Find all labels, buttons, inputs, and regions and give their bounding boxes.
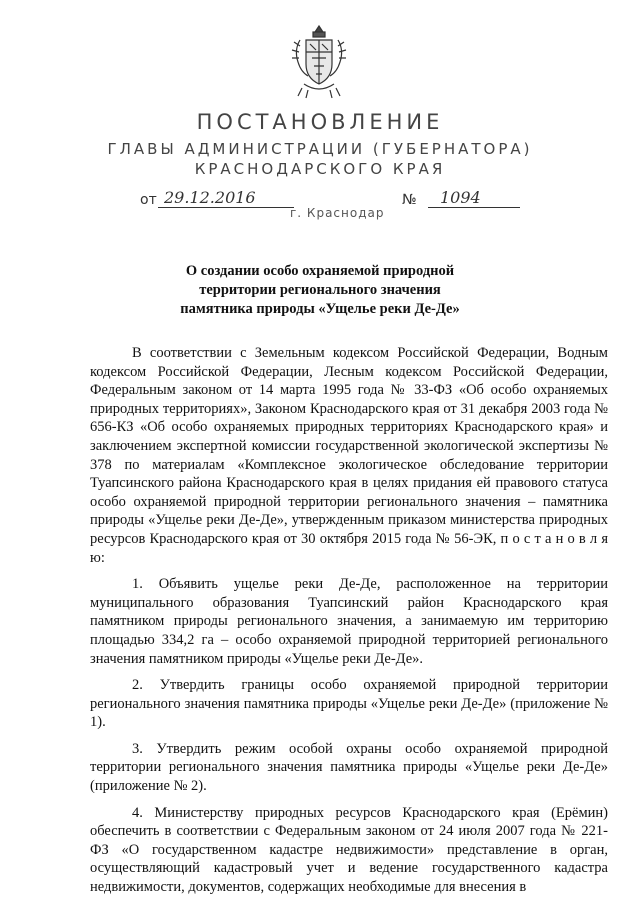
clause-4: 4. Министерству природных ресурсов Краснодарского края (Ерёмин) обеспечить в соответствии с Федеральным законом от 24 июля 2007 года № 221-ФЗ «О государственном кадастре недвижимости» представление в орган, осуществляющий кадастровый учет и ведение государственного кадастра недвижимости, документов, содержащих необходимые для внесения в (90, 804, 608, 896)
title-line-2: территории регионального значения (199, 282, 441, 298)
document-date: 29.12.2016 (158, 188, 294, 208)
coat-of-arms-emblem (286, 22, 352, 102)
region-heading: КРАСНОДАРСКОГО КРАЯ (194, 160, 446, 178)
document-number: 1094 (428, 188, 520, 208)
number-label: № (402, 192, 417, 208)
city-name: г. Краснодар (290, 206, 385, 220)
clause-3: 3. Утвердить режим особой охраны особо охраняемой природной территории регионального значения памятника природы «Ущелье реки Де-Де» (приложение № 2). (90, 740, 608, 795)
title-line-3: памятника природы «Ущелье реки Де-Де» (180, 301, 460, 317)
preamble-paragraph: В соответствии с Земельным кодексом Российской Федерации, Водным кодексом Российской Федерации, Лесным кодексом Российской Федерации, Федеральным законом от 14 марта 1995 года № 33-ФЗ «Об особо охраняемых природных территориях», Законом Краснодарского края от 31 декабря 2003 года № 656-КЗ «Об особо охраняемых природных территориях Краснодарского края» и заключением экспертной комиссии государственной экологической экспертизы № 378 по материалам «Комплексное экологическое обследование территории Туапсинского района Краснодарского края в целях придания ей правового статуса особо охраняемой природной территории регионального значения – памятника природы «Ущелье реки Де-Де», утвержденным приказом министерства природных ресурсов Краснодарского края от 30 октября 2015 года № 56-ЭК, п о с т а н о в л я ю: (90, 345, 608, 566)
document-title (120, 262, 520, 319)
clause-2: 2. Утвердить границы особо охраняемой природной территории регионального значения памятника природы «Ущелье реки Де-Де» (приложение № 1). (90, 677, 608, 731)
issuing-authority-heading: ГЛАВЫ АДМИНИСТРАЦИИ (ГУБЕРНАТОРА) (107, 140, 533, 158)
clause-1: 1. Объявить ущелье реки Де-Де, расположенное на территории муниципального образования Туапсинский район Краснодарского края памятником природы регионального значения, а занимаемую им территорию площадью 334,2 га – особо охраняемой природной территорией регионального значения памятником природы «Ущелье реки Де-Де». (90, 576, 608, 667)
document-body (90, 344, 608, 897)
title-line-1: О создании особо охраняемой природной (185, 263, 455, 279)
date-label: от (140, 192, 157, 208)
document-type-heading: ПОСТАНОВЛЕНИЕ (196, 110, 444, 134)
